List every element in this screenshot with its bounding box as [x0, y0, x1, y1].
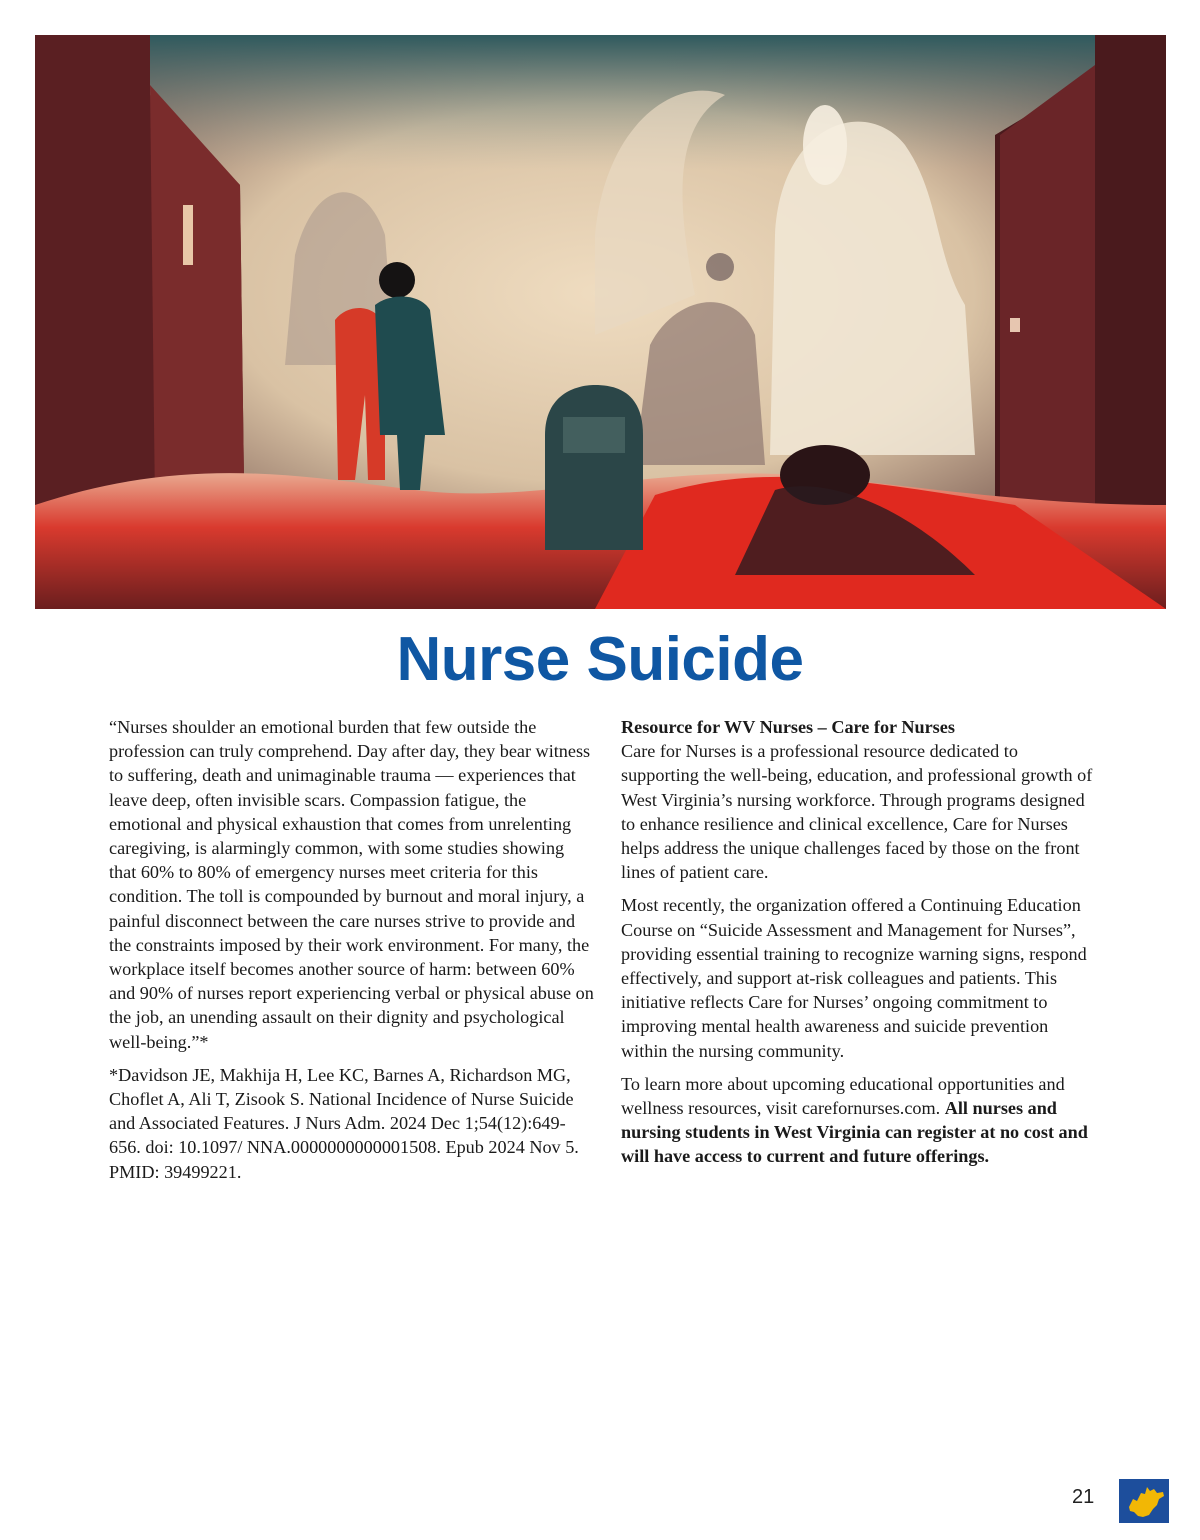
citation-paragraph: *Davidson JE, Makhija H, Lee KC, Barnes A, Richardson MG, Choflet A, Ali T, Zisook S. National Incidence of Nurse Suicide and Associated Features. J Nurs Adm. 2024 Dec 1;54(12):649-656. doi: 10.1097/ NNA.0000000000001508. Epub 2024 Nov 5. PMID: 39499221.: [109, 1064, 579, 1182]
quote-paragraph: “Nurses shoulder an emotional burden that few outside the profession can truly comprehend. Day after day, they bear witness to suffering, death and unimaginable trauma — experiences that leave deep, often invisible scars. Compassion fatigue, the emotional and physical exhaustion that comes from unrelenting caregiving, is alarmingly common, with some studies showing that 60% to 80% of emergency nurses meet criteria for this condition. The toll is compounded by burnout and moral injury, a painful disconnect between the care nurses strive to provide and the constraints imposed by their work environment. For many, the workplace itself becomes another source of harm: between 60% and 90% of nurses report experiencing verbal or physical abuse on the job, an unending assault on their dignity and psychological well-being.”*: [109, 717, 594, 1052]
west-virginia-map-icon: [1119, 1479, 1169, 1523]
right-column: [621, 715, 1095, 1178]
hero-illustration: [35, 35, 1166, 609]
resource-paragraph-3-text: To learn more about upcoming educational opportunities and wellness resources, visit carefornurses.com.: [621, 1073, 1065, 1119]
left-column: [109, 715, 595, 1193]
surreal-painting-icon: [35, 35, 1166, 609]
resource-paragraph-3: [621, 1072, 1095, 1169]
page-number: 21: [1072, 1486, 1095, 1508]
resource-paragraph-3-bold: All nurses and nursing students in West Virginia can register at no cost and will have access to current and future offerings.: [621, 1098, 1088, 1167]
resource-heading: Resource for WV Nurses – Care for Nurses: [621, 717, 955, 737]
state-badge: [1119, 1479, 1169, 1523]
page-title: Nurse Suicide: [396, 625, 804, 694]
resource-paragraph-2: Most recently, the organization offered a Continuing Education Course on “Suicide Assessment and Management for Nurses”, providing essential training to recognize warning signs, respond effectively, and support at-risk colleagues and patients. This initiative reflects Care for Nurses’ ongoing commitment to improving mental health awareness and suicide prevention within the nursing community.: [621, 895, 1087, 1061]
resource-paragraph-1: Care for Nurses is a professional resource dedicated to supporting the well-being, education, and professional growth of West Virginia’s nursing workforce. Through programs designed to enhance resilience and clinical excellence, Care for Nurses helps address the unique challenges faced by those on the front lines of patient care.: [621, 741, 1093, 883]
